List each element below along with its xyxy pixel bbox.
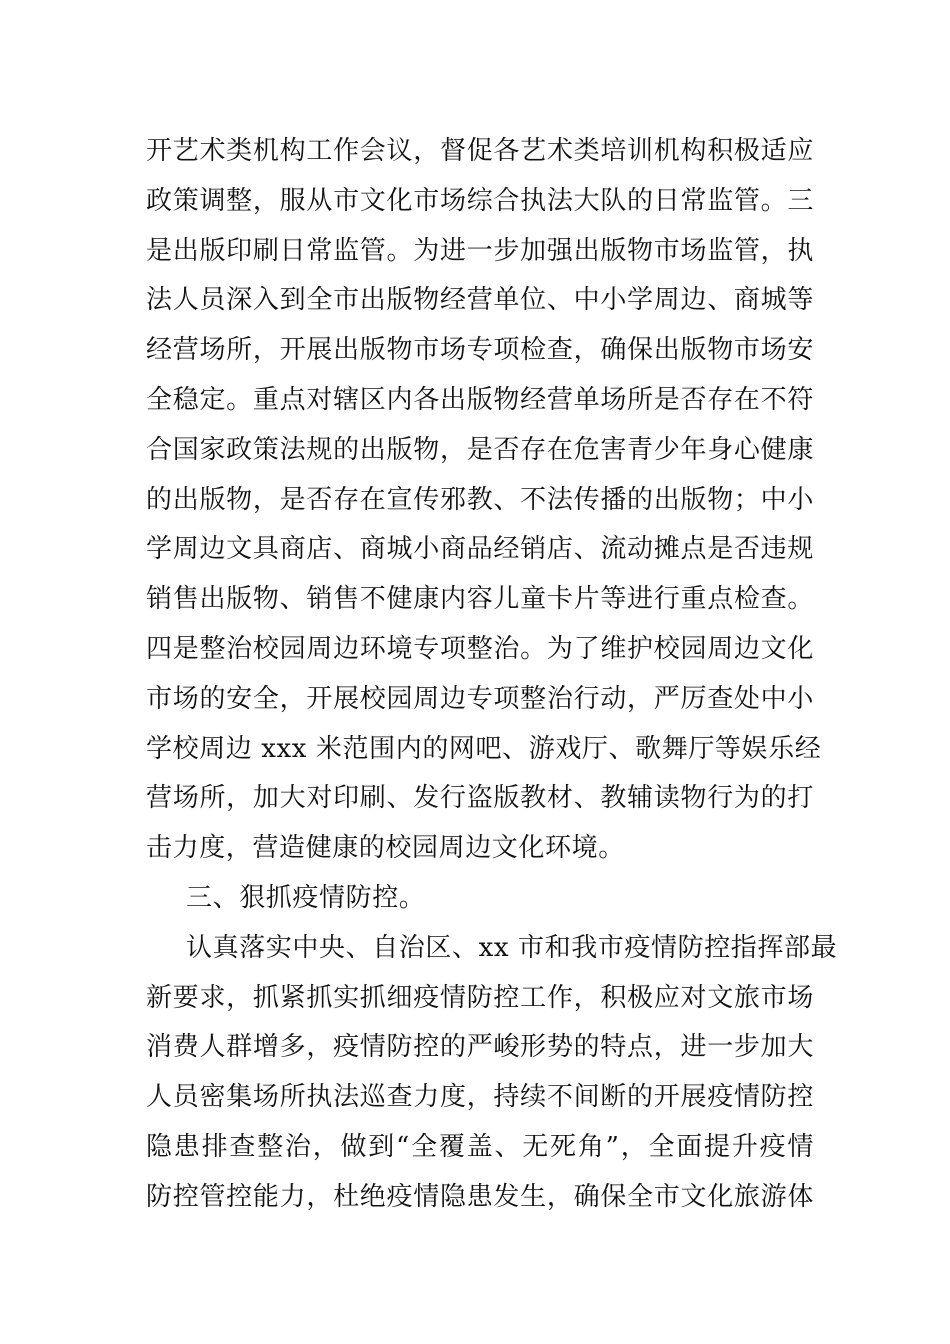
text-line: 经营场所，开展出版物市场专项检查，确保出版物市场安 — [146, 335, 814, 366]
text-line: 四是整治校园周边环境专项整治。为了维护校园周边文化 — [146, 633, 814, 664]
text-line: 政策调整，服从市文化市场综合执法大队的日常监管。三 — [146, 185, 814, 216]
text-line: 全稳定。重点对辖区内各出版物经营单场所是否存在不符 — [146, 384, 814, 415]
text-line: 合国家政策法规的出版物，是否存在危害青少年身心健康 — [146, 434, 814, 465]
text-line: 隐患排查整治，做到“全覆盖、无死角”，全面提升疫情 — [146, 1131, 814, 1162]
section-heading: 三、狠抓疫情防控。 — [186, 882, 426, 913]
text-line: 新要求，抓紧抓实抓细疫情防控工作，积极应对文旅市场 — [146, 982, 814, 1013]
text-line: 销售出版物、销售不健康内容儿童卡片等进行重点检查。 — [146, 584, 814, 615]
text-line: 防控管控能力，杜绝疫情隐患发生，确保全市文化旅游体 — [146, 1181, 814, 1212]
text-line: 是出版印刷日常监管。为进一步加强出版物市场监管，执 — [146, 235, 814, 266]
text-line: 营场所，加大对印刷、发行盗版教材、教辅读物行为的打 — [146, 783, 814, 814]
text-line: 法人员深入到全市出版物经营单位、中小学周边、商城等 — [146, 285, 814, 316]
text-line: 的出版物，是否存在宣传邪教、不法传播的出版物；中小 — [146, 484, 814, 515]
text-line: 人员密集场所执法巡查力度，持续不间断的开展疫情防控 — [146, 1082, 814, 1113]
text-line: 学周边文具商店、商城小商品经销店、流动摊点是否违规 — [146, 534, 814, 565]
text-line: 认真落实中央、自治区、xx 市和我市疫情防控指挥部最 — [186, 932, 838, 963]
text-line: 开艺术类机构工作会议，督促各艺术类培训机构积极适应 — [146, 136, 814, 166]
text-line: 学校周边 xxx 米范围内的网吧、游戏厅、歌舞厅等娱乐经 — [146, 733, 822, 764]
text-line: 消费人群增多，疫情防控的严峻形势的特点，进一步加大 — [146, 1032, 814, 1063]
body-text — [146, 127, 838, 1223]
text-line: 击力度，营造健康的校园周边文化环境。 — [146, 833, 625, 864]
text-line: 市场的安全，开展校园周边专项整治行动，严厉查处中小 — [146, 683, 814, 714]
